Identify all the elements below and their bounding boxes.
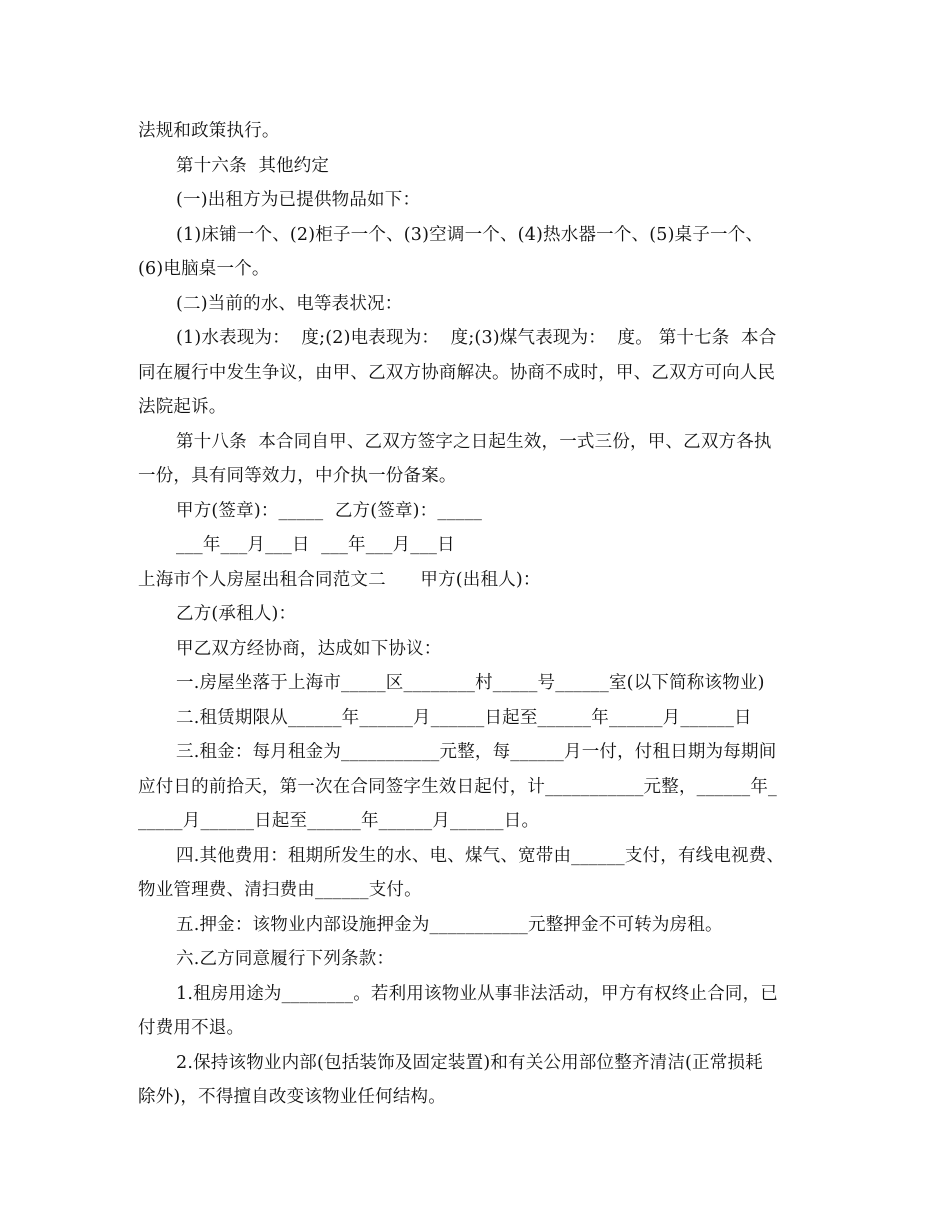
document-line: 除外)，不得擅自改变该物业任何结构。 bbox=[138, 1087, 446, 1107]
document-line: 一份，具有同等效力，中介执一份备案。 bbox=[138, 466, 457, 486]
document-line: 一.房屋坐落于上海市_____区________村_____号______室(以下简称该物业) bbox=[176, 673, 765, 693]
document-line: 应付日的前拾天，第一次在合同签字生效日起付，计___________元整，______年_ bbox=[138, 776, 777, 797]
document-line: 甲乙双方经协商，达成如下协议： bbox=[176, 638, 442, 659]
document-line: (1)床铺一个、(2)柜子一个、(3)空调一个、(4)热水器一个、(5)桌子一个、 bbox=[176, 224, 764, 245]
document-line: (一)出租方为已提供物品如下： bbox=[176, 190, 421, 210]
document-line: 付费用不退。 bbox=[138, 1018, 245, 1038]
document-line: 法院起诉。 bbox=[138, 397, 227, 417]
document-line: 二.租赁期限从______年______月______日起至______年______月______日 bbox=[176, 707, 752, 728]
document-line: 六.乙方同意履行下列条款： bbox=[176, 949, 395, 969]
document-line: 五.押金：该物业内部设施押金为___________元整押金不可转为房租。 bbox=[176, 914, 723, 935]
document-line: (二)当前的水、电等表状况： bbox=[176, 293, 403, 314]
document-line: 1.租房用途为________。若利用该物业从事非法活动，甲方有权终止合同，已 bbox=[176, 983, 778, 1004]
document-line: _____月______日起至______年______月______日。 bbox=[138, 811, 540, 831]
document-line: 乙方(承租人)： bbox=[176, 604, 297, 624]
document-line: 同在履行中发生争议，由甲、乙双方协商解决。协商不成时，甲、乙双方可向人民 bbox=[138, 362, 776, 383]
document-body bbox=[138, 114, 814, 1115]
document-line: ___年___月___日 ___年___月___日 bbox=[176, 535, 455, 555]
document-line: 法规和政策执行。 bbox=[138, 121, 280, 141]
document-line: 物业管理费、清扫费由______支付。 bbox=[138, 880, 422, 900]
document-line: 甲方(签章)：_____ 乙方(签章)：_____ bbox=[176, 500, 483, 521]
document-line: 上海市个人房屋出租合同范文二 甲方(出租人)： bbox=[138, 569, 541, 590]
document-line: 三.租金：每月租金为___________元整，每______月一付，付租日期为每期间 bbox=[176, 742, 777, 762]
document-line: 第十六条 其他约定 bbox=[176, 155, 330, 176]
document-line: 2.保持该物业内部(包括装饰及固定装置)和有关公用部位整齐清洁(正常损耗 bbox=[176, 1052, 763, 1073]
document-line: 第十八条 本合同自甲、乙双方签字之日起生效，一式三份，甲、乙双方各执 bbox=[176, 431, 772, 452]
document-line: 四.其他费用：租期所发生的水、电、煤气、宽带由______支付，有线电视费、 bbox=[176, 845, 785, 866]
document-line: (6)电脑桌一个。 bbox=[138, 259, 270, 279]
document-line: (1)水表现为： 度;(2)电表现为： 度;(3)煤气表现为： 度。 第十七条 本合 bbox=[176, 328, 777, 348]
